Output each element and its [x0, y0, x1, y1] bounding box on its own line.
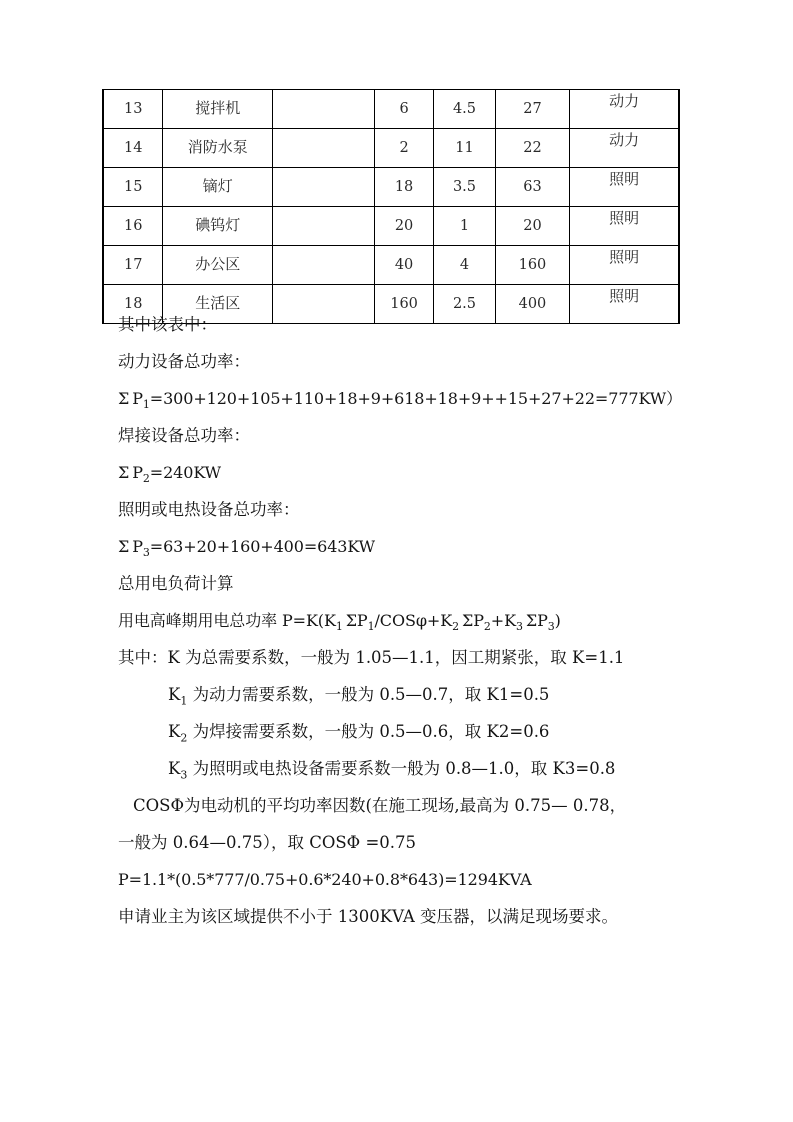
formula-seg: +K [490, 611, 516, 630]
cell-spec [273, 129, 375, 168]
cell-spec [273, 246, 375, 285]
table-row [103, 129, 679, 168]
formula-lead: 用电高峰期用电总功率 P=K(K [118, 611, 336, 630]
heading-lighting-total: 照明或电热设备总功率： [118, 500, 300, 519]
formula-seg: ΣP [345, 611, 368, 630]
cell-qty: 18 [374, 168, 433, 207]
formula-seg: ΣP [525, 611, 548, 630]
formula-subscript: 3 [547, 620, 555, 634]
cell-total: 20 [495, 207, 570, 246]
coefficient-k3 [0, 750, 793, 787]
cell-category: 照明 [570, 168, 679, 207]
body-text-block [0, 306, 793, 935]
cell-no: 17 [103, 246, 163, 285]
power-factor-line-1: COSΦ为电动机的平均功率因数(在施工现场,最高为 0.75— 0.78， [133, 796, 627, 815]
cell-power: 3.5 [434, 168, 495, 207]
k3-letter: K [168, 759, 181, 778]
k1-subscript: 1 [180, 694, 188, 708]
cell-name: 碘钨灯 [163, 207, 273, 246]
formula-body: =240KW [149, 463, 221, 482]
cell-power: 4 [434, 246, 495, 285]
formula-seg: /COSφ+K [374, 611, 453, 630]
cell-total: 63 [495, 168, 570, 207]
formula-sum-p2 [0, 454, 793, 491]
coefficient-k: 其中：K 为总需要系数，一般为 1.05—1.1，因工期紧张，取 K=1.1 [118, 648, 625, 667]
cell-name: 消防水泵 [163, 129, 273, 168]
formula-subscript: 1 [367, 620, 375, 634]
formula-subscript: 2 [142, 472, 150, 486]
cell-category: 照明 [570, 246, 679, 285]
cell-total: 400 [495, 285, 570, 324]
cell-name: 镝灯 [163, 168, 273, 207]
equipment-table-body [103, 90, 679, 324]
cell-qty: 20 [374, 207, 433, 246]
cell-qty: 6 [374, 90, 433, 129]
cell-qty: 160 [374, 285, 433, 324]
power-factor-line-2: 一般为 0.64—0.75），取 COSΦ =0.75 [118, 833, 417, 852]
heading-power-total: 动力设备总功率： [118, 352, 250, 371]
k1-text: 为动力需要系数，一般为 0.5—0.7，取 K1=0.5 [187, 685, 550, 704]
k2-letter: K [168, 722, 181, 741]
sigma-symbol: Σ [118, 389, 130, 408]
cell-total: 160 [495, 246, 570, 285]
cell-spec [273, 90, 375, 129]
cell-spec [273, 207, 375, 246]
formula-sum-p1 [0, 380, 793, 417]
k2-text: 为焊接需要系数，一般为 0.5—0.6，取 K2=0.6 [187, 722, 550, 741]
formula-subscript: 2 [452, 620, 459, 634]
cell-no: 14 [103, 129, 163, 168]
table-row [103, 246, 679, 285]
formula-seg: ΣP [462, 611, 484, 630]
sigma-symbol: Σ [118, 463, 130, 482]
equipment-table [102, 89, 680, 324]
cell-total: 27 [495, 90, 570, 129]
formula-p-letter: P [132, 463, 143, 482]
formula-subscript: 3 [515, 620, 523, 634]
heading-welding-total: 焊接设备总功率： [118, 426, 250, 445]
k3-text: 为照明或电热设备需要系数一般为 0.8—1.0，取 K3=0.8 [187, 759, 616, 778]
cell-power: 1 [434, 207, 495, 246]
equipment-table-container [102, 89, 680, 324]
formula-body: =63+20+160+400=643KW [149, 537, 375, 556]
k2-subscript: 2 [180, 731, 188, 745]
table-row [103, 168, 679, 207]
cell-qty: 40 [374, 246, 433, 285]
table-row [103, 207, 679, 246]
conclusion-line: 申请业主为该区域提供不小于 1300KVA 变压器，以满足现场要求。 [118, 907, 619, 926]
cell-power: 2.5 [434, 285, 495, 324]
formula-peak-power [0, 602, 793, 639]
table-row [103, 90, 679, 129]
final-result: P=1.1*(0.5*777/0.75+0.6*240+0.8*643)=1294KVA [118, 870, 532, 889]
formula-subscript: 3 [142, 546, 150, 560]
cell-category: 动力 [570, 129, 679, 168]
formula-sum-p3 [0, 528, 793, 565]
formula-p-letter: P [132, 537, 143, 556]
k1-letter: K [168, 685, 181, 704]
formula-subscript: 1 [335, 620, 343, 634]
cell-no: 13 [103, 90, 163, 129]
formula-subscript: 2 [483, 620, 491, 634]
cell-qty: 2 [374, 129, 433, 168]
formula-seg: ) [554, 611, 561, 630]
cell-total: 22 [495, 129, 570, 168]
formula-body: =300+120+105+110+18+9+618+18+9++15+27+22=777KW） [149, 389, 683, 408]
cell-category: 动力 [570, 90, 679, 129]
cell-power: 11 [434, 129, 495, 168]
cell-name: 生活区 [163, 285, 273, 324]
coefficient-k1 [0, 676, 793, 713]
k3-subscript: 3 [180, 768, 188, 782]
coefficient-k2 [0, 713, 793, 750]
paragraph-intro: 其中该表中： [118, 315, 217, 334]
formula-p-letter: P [132, 389, 143, 408]
cell-no: 15 [103, 168, 163, 207]
cell-category: 照明 [570, 207, 679, 246]
cell-no: 16 [103, 207, 163, 246]
sigma-symbol: Σ [118, 537, 130, 556]
heading-total-load: 总用电负荷计算 [118, 574, 234, 593]
cell-name: 办公区 [163, 246, 273, 285]
formula-subscript: 1 [142, 398, 150, 412]
cell-no: 18 [103, 285, 163, 324]
cell-power: 4.5 [434, 90, 495, 129]
cell-category: 照明 [570, 285, 679, 324]
cell-spec [273, 168, 375, 207]
cell-name: 搅拌机 [163, 90, 273, 129]
